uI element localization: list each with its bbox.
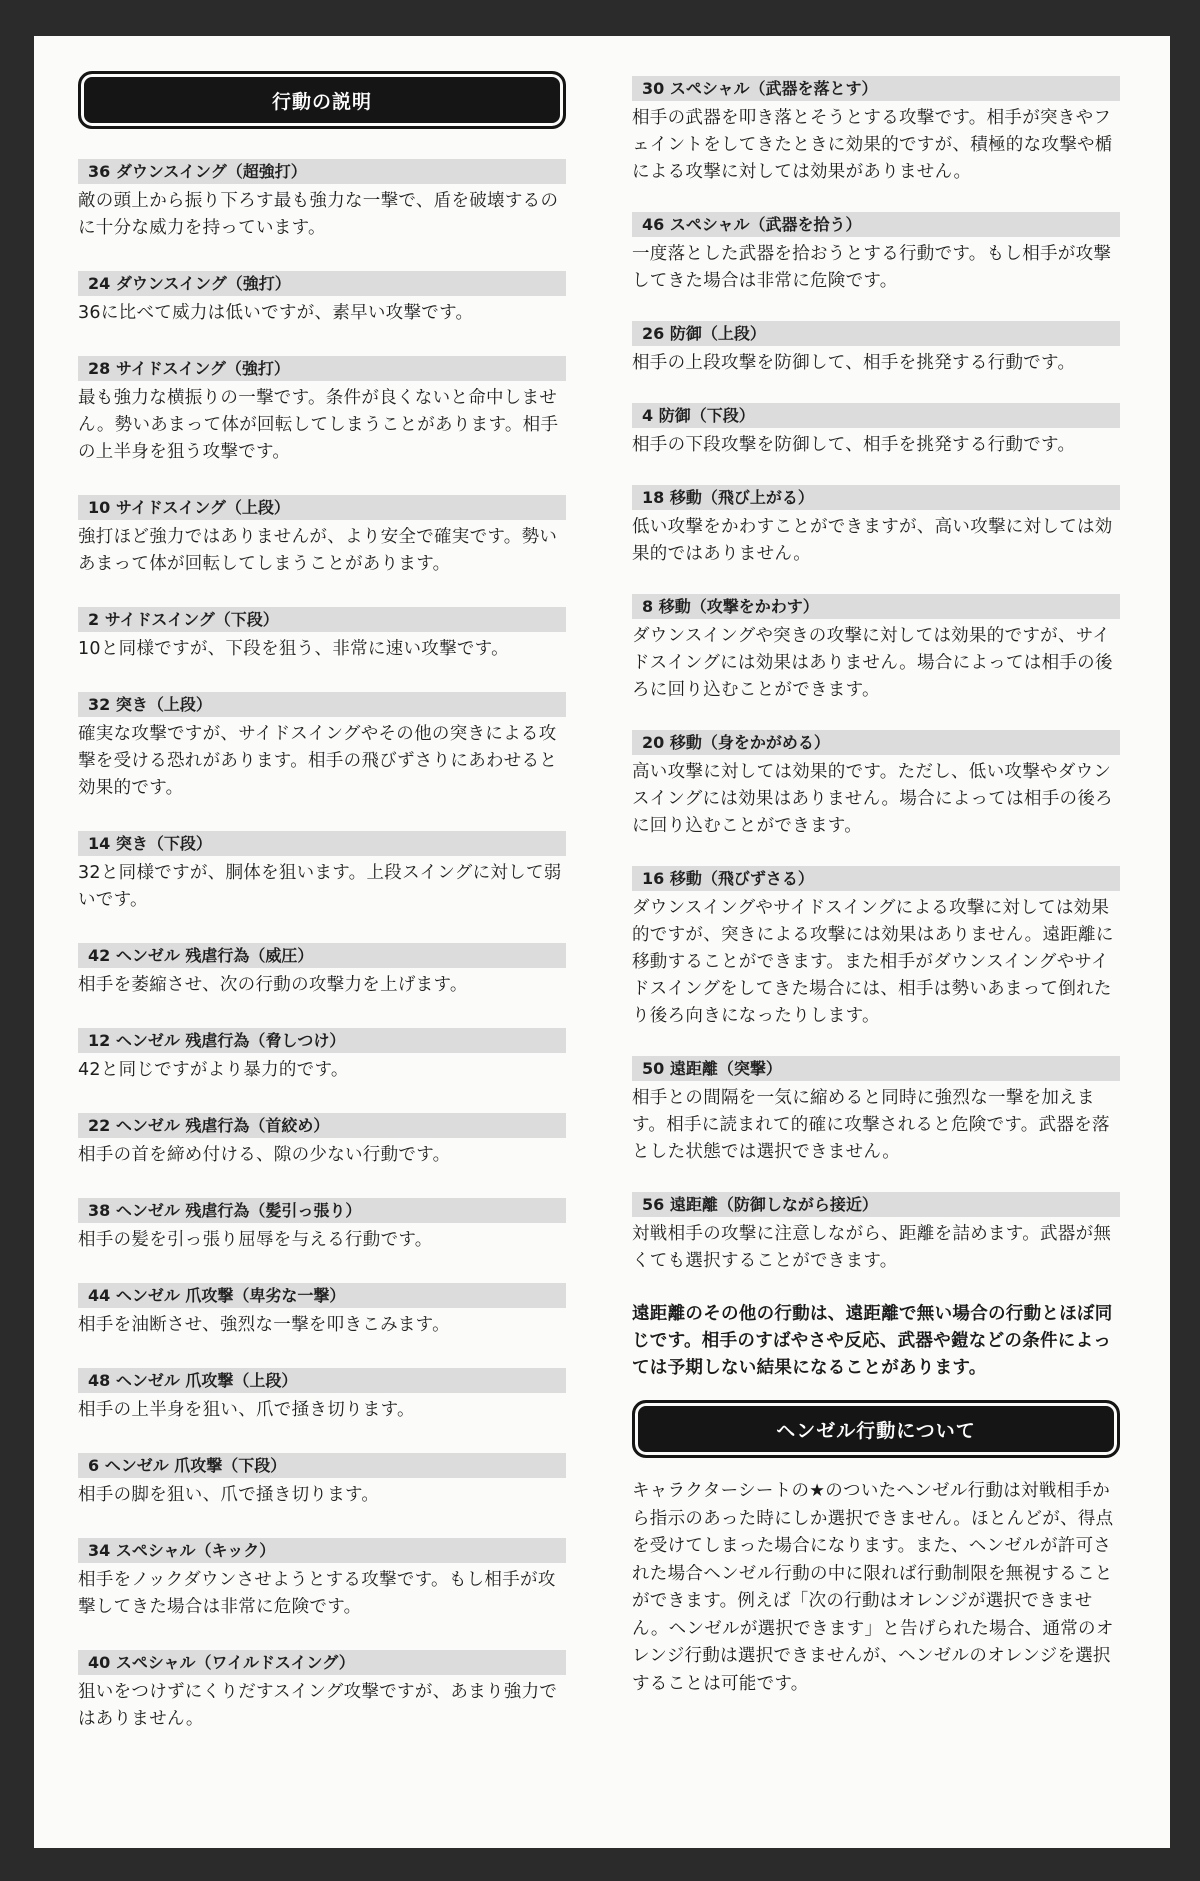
action-title: 14 突き（下段） bbox=[78, 831, 566, 856]
action-title: 2 サイドスイング（下段） bbox=[78, 607, 566, 632]
action-entry bbox=[632, 594, 1120, 704]
action-entry bbox=[78, 1283, 566, 1339]
action-title: 22 ヘンゼル 残虐行為（首絞め） bbox=[78, 1113, 566, 1138]
action-entry bbox=[632, 403, 1120, 459]
action-title: 26 防御（上段） bbox=[632, 321, 1120, 346]
action-entry bbox=[78, 271, 566, 327]
action-title: 50 遠距離（突撃） bbox=[632, 1056, 1120, 1081]
action-title: 18 移動（飛び上がる） bbox=[632, 485, 1120, 510]
action-description: 相手を萎縮させ、次の行動の攻撃力を上げます。 bbox=[78, 975, 468, 995]
action-description: 相手を油断させ、強烈な一撃を叩きこみます。 bbox=[78, 1315, 450, 1335]
hansel-actions-paragraph: キャラクターシートの★のついたヘンゼル行動は対戦相手から指示のあった時にしか選択できません。ほとんどが、得点を受けてしまった場合になります。また、ヘンゼルが許可された場合ヘンゼル行動の中に限れば行動制限を無視することができます。例えば「次の行動はオレンジが選択できません。ヘンゼルが選択できます」と告げられた場合、通常のオレンジ行動は選択できませんが、ヘンゼルのオレンジを選択することは可能です。 bbox=[632, 1481, 1114, 1694]
action-entry bbox=[78, 159, 566, 242]
action-title: 30 スペシャル（武器を落とす） bbox=[632, 76, 1120, 101]
rulebook-page bbox=[34, 36, 1170, 1848]
action-description: 相手の武器を叩き落とそうとする攻撃です。相手が突きやフェイントをしてきたときに効果的ですが、積極的な攻撃や楯による攻撃に対しては効果がありません。 bbox=[632, 108, 1113, 182]
action-title: 32 突き（上段） bbox=[78, 692, 566, 717]
action-title: 38 ヘンゼル 残虐行為（髪引っ張り） bbox=[78, 1198, 566, 1223]
left-column bbox=[78, 36, 566, 1762]
action-entry bbox=[78, 943, 566, 999]
action-title: 48 ヘンゼル 爪攻撃（上段） bbox=[78, 1368, 566, 1393]
action-title: 34 スペシャル（キック） bbox=[78, 1538, 566, 1563]
action-description: 強打ほど強力ではありませんが、より安全で確実です。勢いあまって体が回転してしまうことがあります。 bbox=[78, 527, 558, 574]
action-entry bbox=[78, 1198, 566, 1254]
action-title: 24 ダウンスイング（強打） bbox=[78, 271, 566, 296]
action-description: ダウンスイングやサイドスイングによる攻撃に対しては効果的ですが、突きによる攻撃には効果はありません。遠距離に移動することができます。また相手がダウンスイングやサイドスイングをしてきた場合には、相手は勢いあまって倒れたり後ろ向きになったりします。 bbox=[632, 898, 1114, 1026]
action-description: 相手をノックダウンさせようとする攻撃です。もし相手が攻撃してきた場合は非常に危険です。 bbox=[78, 1570, 556, 1617]
action-entry bbox=[78, 1113, 566, 1169]
action-entry bbox=[78, 692, 566, 802]
left-entry-list bbox=[78, 159, 566, 1733]
action-description: 狙いをつけずにくりだすスイング攻撃ですが、あまり強力ではありません。 bbox=[78, 1682, 558, 1729]
action-title: 40 スペシャル（ワイルドスイング） bbox=[78, 1650, 566, 1675]
action-entry bbox=[78, 1368, 566, 1424]
action-description: 最も強力な横振りの一撃です。条件が良くないと命中しません。勢いあまって体が回転してしまうことがあります。相手の上半身を狙う攻撃です。 bbox=[78, 388, 559, 462]
action-entry bbox=[78, 495, 566, 578]
action-title: 10 サイドスイング（上段） bbox=[78, 495, 566, 520]
action-entry bbox=[78, 1538, 566, 1621]
action-description: 相手の首を締め付ける、隙の少ない行動です。 bbox=[78, 1145, 451, 1165]
action-entry bbox=[632, 1192, 1120, 1275]
action-description: 相手の脚を狙い、爪で掻き切ります。 bbox=[78, 1485, 380, 1505]
action-entry bbox=[78, 607, 566, 663]
long-range-note: 遠距離のその他の行動は、遠距離で無い場合の行動とほぼ同じです。相手のすばやさや反応、武器や鎧などの条件によっては予期しない結果になることがあります。 bbox=[632, 1304, 1113, 1378]
action-entry bbox=[632, 76, 1120, 186]
action-description: 対戦相手の攻撃に注意しながら、距離を詰めます。武器が無くても選択することができます。 bbox=[632, 1224, 1112, 1271]
action-entry bbox=[78, 831, 566, 914]
action-title: 42 ヘンゼル 残虐行為（威圧） bbox=[78, 943, 566, 968]
action-title: 56 遠距離（防御しながら接近） bbox=[632, 1192, 1120, 1217]
action-title: 28 サイドスイング（強打） bbox=[78, 356, 566, 381]
action-description: 相手の上段攻撃を防御して、相手を挑発する行動です。 bbox=[632, 353, 1076, 373]
action-description: 相手の下段攻撃を防御して、相手を挑発する行動です。 bbox=[632, 435, 1076, 455]
action-title: 16 移動（飛びずさる） bbox=[632, 866, 1120, 891]
action-description: 36に比べて威力は低いですが、素早い攻撃です。 bbox=[78, 303, 474, 323]
action-title: 36 ダウンスイング（超強打） bbox=[78, 159, 566, 184]
actions-heading-banner: 行動の説明 bbox=[78, 71, 566, 129]
action-entry bbox=[632, 212, 1120, 295]
action-description: 低い攻撃をかわすことができますが、高い攻撃に対しては効果的ではありません。 bbox=[632, 517, 1113, 564]
action-entry bbox=[632, 1056, 1120, 1166]
action-title: 20 移動（身をかがめる） bbox=[632, 730, 1120, 755]
action-entry bbox=[632, 485, 1120, 568]
action-description: 相手との間隔を一気に縮めると同時に強烈な一撃を加えます。相手に読まれて的確に攻撃されると危険です。武器を落とした状態では選択できません。 bbox=[632, 1088, 1110, 1162]
action-entry bbox=[78, 1453, 566, 1509]
action-description: 敵の頭上から振り下ろす最も強力な一撃で、盾を破壊するのに十分な威力を持っています。 bbox=[78, 191, 559, 238]
action-entry bbox=[78, 356, 566, 466]
action-entry bbox=[632, 866, 1120, 1030]
action-title: 12 ヘンゼル 残虐行為（脅しつけ） bbox=[78, 1028, 566, 1053]
action-title: 44 ヘンゼル 爪攻撃（卑劣な一撃） bbox=[78, 1283, 566, 1308]
action-entry bbox=[78, 1028, 566, 1084]
action-description: 42と同じですがより暴力的です。 bbox=[78, 1060, 349, 1080]
action-title: 46 スペシャル（武器を拾う） bbox=[632, 212, 1120, 237]
right-entry-list bbox=[632, 36, 1120, 1275]
action-description: 確実な攻撃ですが、サイドスイングやその他の突きによる攻撃を受ける恐れがあります。相手の飛びずさりにあわせると効果的です。 bbox=[78, 724, 558, 798]
action-description: 一度落とした武器を拾おうとする行動です。もし相手が攻撃してきた場合は非常に危険です。 bbox=[632, 244, 1112, 291]
action-description: 10と同様ですが、下段を狙う、非常に速い攻撃です。 bbox=[78, 639, 509, 659]
action-description: ダウンスイングや突きの攻撃に対しては効果的ですが、サイドスイングには効果はありません。場合によっては相手の後ろに回り込むことができます。 bbox=[632, 626, 1113, 700]
action-title: 4 防御（下段） bbox=[632, 403, 1120, 428]
action-entry bbox=[632, 730, 1120, 840]
action-entry bbox=[78, 1650, 566, 1733]
action-description: 高い攻撃に対しては効果的です。ただし、低い攻撃やダウンスイングには効果はありません。場合によっては相手の後ろに回り込むことができます。 bbox=[632, 762, 1113, 836]
right-column bbox=[632, 36, 1120, 1698]
action-description: 32と同様ですが、胴体を狙います。上段スイングに対して弱いです。 bbox=[78, 863, 562, 910]
action-description: 相手の上半身を狙い、爪で掻き切ります。 bbox=[78, 1400, 415, 1420]
action-title: 8 移動（攻撃をかわす） bbox=[632, 594, 1120, 619]
action-description: 相手の髪を引っ張り屈辱を与える行動です。 bbox=[78, 1230, 433, 1250]
hansel-actions-heading-banner: ヘンゼル行動について bbox=[632, 1400, 1120, 1458]
action-entry bbox=[632, 321, 1120, 377]
action-title: 6 ヘンゼル 爪攻撃（下段） bbox=[78, 1453, 566, 1478]
